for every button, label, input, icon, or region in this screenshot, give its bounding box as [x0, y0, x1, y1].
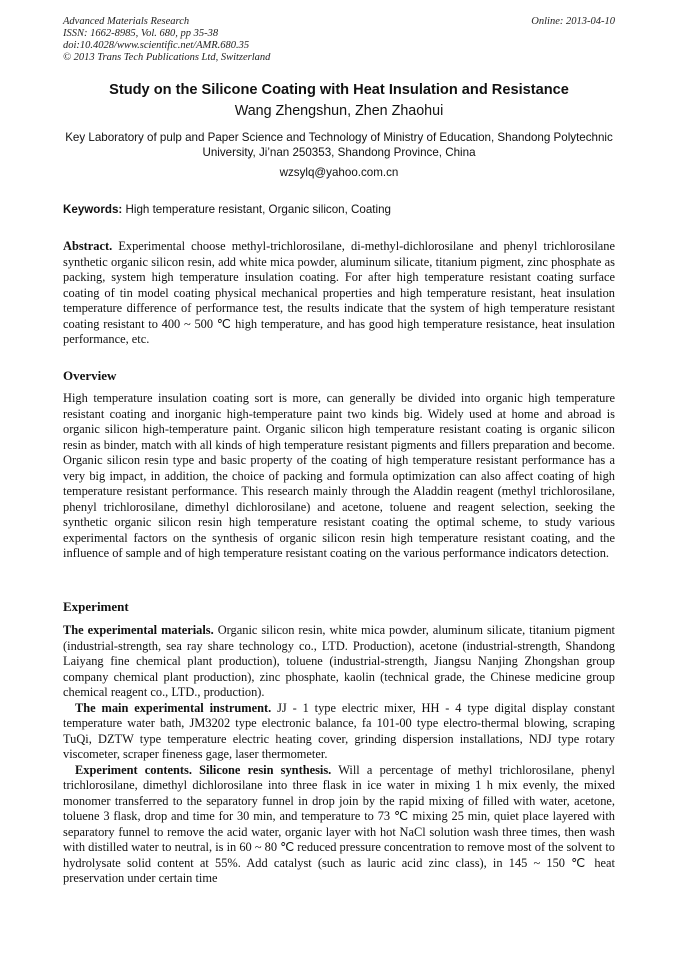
- journal-name: Advanced Materials Research: [63, 16, 190, 27]
- online-date: Online: 2013-04-10: [531, 16, 615, 27]
- authors: Wang Zhengshun, Zhen Zhaohui: [234, 103, 444, 119]
- contents-text: Will a percentage of methyl trichlorosilane, phenyl trichlorosilane, dimethyl dichlorosilane into three flask in ice water in mixing 1 h mix evenly, the mixed monomer transferred to the separatory funnel in drop join by the rapid mixing of filled with water, acetone, toluene 3 flask, drop and time for 30 min, and temperature to 73 ℃ mixing 25 min, quiet place layered with separatory funnel to remove the acid water, organic layer with hot NaCl solution wash three times, then wash with distilled water to neutral, is in 60 ~ 80 ℃ reduced pressure concentration to remove most of the solvent to hydrolysate solid content at 55%. Add catalyst (such as lauric acid zinc class), in 145 ~ 150 ℃ heat preservation under certain time: [63, 762, 615, 885]
- affiliation: Key Laboratory of pulp and Paper Science and Technology of Ministry of Education, Shandong Polytechnic University, Ji’nan 250353, Shandong Province, China: [65, 131, 613, 159]
- contents-label: Experiment contents. Silicone resin synthesis.: [75, 762, 332, 777]
- materials-text: Organic silicon resin, white mica powder, aluminum silicate, titanium pigment (industrial-strength, sea ray share technology co., LTD. Production), acetone (industrial-strength, Shandong Laiyang fine chemical plant production), toluene (industrial-strength, Jiangsu Nanjing Zhongshan group company chemical plant production), zinc phosphate, kaolin (technical grade, the Chinese medicine group chemical reagent co., LTD., production).: [63, 623, 615, 699]
- journal-header: [63, 16, 615, 64]
- keywords: [63, 202, 615, 217]
- keywords-text: High temperature resistant, Organic silicon, Coating: [122, 203, 391, 216]
- materials-paragraph: [63, 623, 615, 701]
- paper-title: Study on the Silicone Coating with Heat Insulation and Resistance: [109, 82, 569, 98]
- abstract: [63, 239, 615, 348]
- abstract-label: Abstract.: [63, 239, 113, 253]
- experiment-section: [63, 623, 615, 887]
- author-email: wzsylq@yahoo.com.cn: [279, 166, 399, 179]
- instrument-text: JJ - 1 type electric mixer, HH - 4 type digital display constant temperature water bath, JM3202 type electronic balance, fa 101-00 type electro-thermal blowing, scraping TuQi, DZTW type temperature electric heating cover, grinding dispersion installations, NDJ type rotary viscometer, scraper fineness gage, laser thermometer.: [63, 700, 615, 761]
- contents-paragraph: [63, 763, 615, 887]
- overview-heading: Overview: [63, 368, 117, 383]
- instrument-label: The main experimental instrument.: [75, 700, 272, 715]
- copyright-line: © 2013 Trans Tech Publications Ltd, Switzerland: [63, 52, 271, 63]
- issn-line: ISSN: 1662-8985, Vol. 680, pp 35-38: [63, 28, 219, 39]
- instrument-paragraph: [63, 701, 615, 763]
- doi-line: doi:10.4028/www.scientific.net/AMR.680.35: [63, 40, 250, 51]
- keywords-label: Keywords:: [63, 203, 123, 216]
- abstract-text: Experimental choose methyl-trichlorosilane, di-methyl-dichlorosilane and phenyl trichlorosilane synthetic organic silicon resin, add white mica powder, aluminum silicate, titanium pigment, zinc phosphate as packing, system high temperature insulation coating. For after high temperature resistant coating surface coating of tin model coating physical mechanical properties and high temperature resistant, heat insulation temperature difference of performance test, the results indicate that the system of high temperature resistant coating resistant to 400 ~ 500 ℃ high temperature, and has good high temperature resistance, heat insulation performance, etc.: [63, 239, 615, 346]
- materials-label: The experimental materials.: [63, 623, 214, 637]
- experiment-heading: Experiment: [63, 599, 129, 614]
- overview-paragraph: High temperature insulation coating sort is more, can generally be divided into organic high temperature resistant coating and inorganic high-temperature paint two kinds big. Widely used at home and abroad is organic silicon high-temperature paint. Organic silicon high temperature resistant coating is organic silicon resin as binder, match with all kinds of high temperature resistant pigments and fillers preparation and become. Organic silicon resin type and basic property of the coating of high temperature resistant performance has a very big impact, in addition, the choice of packing and formula optimization can also affect coating of high temperature resistant performance. This research mainly through the Aladdin reagent (methyl trichlorosilane, phenyl trichlorosilane, dimethyl dichlorosilane) and acetone, toluene and reagent selection, seeking the synthetic organic silicon resin high temperature resistant coating the optimal scheme, to study various experimental factors on the synthesis of organic silicon resin high temperature resistant coating, and the influence of sample and of high temperature resistant coating on the various performance indicators detection.: [63, 391, 615, 560]
